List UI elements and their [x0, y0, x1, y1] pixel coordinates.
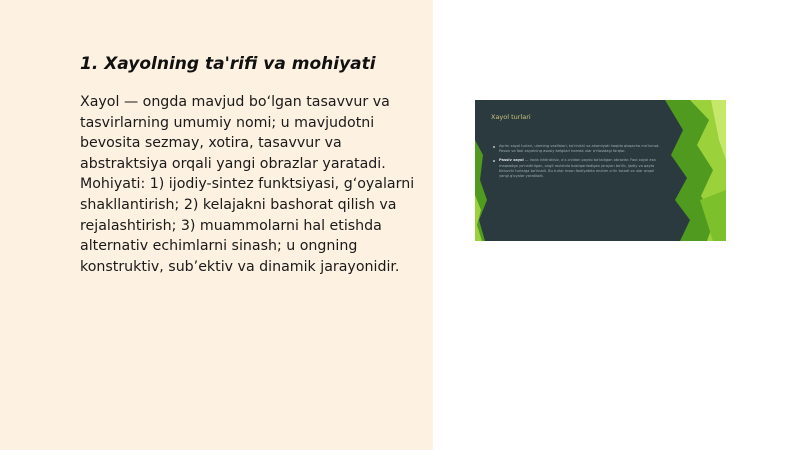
- thumbnail-title: Xayol turlari: [491, 113, 531, 121]
- thumbnail-bullet-text: — iroda ishtirokisiz, o'z-o'zidan paydo bo'ladigan obrazlar. Faol xayol esa maqsadga yo'naltirilgan, ongli ravishda boshqariladigan jarayon bo'lib, ijodiy va qayta tiklovchi turlarga bo'linadi. Bu turlar inson faoliyatida muhim o'rin tutadi va ular orqali yangi g'oyalar yaratiladi.: [499, 158, 656, 179]
- thumbnail-bullet: [493, 158, 663, 179]
- thumbnail-bullet-list: [493, 144, 663, 183]
- thumbnail-bullet-bold: Passiv xayol: [499, 158, 524, 163]
- slide-thumbnail-image: [475, 100, 726, 241]
- thumbnail-bullet-text: Ayrim xayol turlari, ularning vazifalari, ko'rinishi va ahamiyati haqida qisqacha ma'lumot. Passiv va faol xayolning asosiy belgilari hamda ular o'rtasidagi farqlar.: [499, 144, 660, 154]
- thumbnail-bullet: [493, 144, 663, 154]
- slide-body-text: Xayol — ongda mavjud bo‘lgan tasavvur va tasvirlarning umumiy nomi; u mavjudotni bevosita sezmay, xotira, tasavvur va abstraktsiya orqali yangi obrazlar yaratadi. Mohiyati: 1) ijodiy-sintez funktsiyasi, g‘oyalarni shakllantirish; 2) kelajakni bashorat qilish va rejalashtirish; 3) muammolarni hal etishda alternativ echimlarni sinash; u ongning konstruktiv, sub’ektiv va dinamik jarayonidir.: [80, 94, 415, 275]
- slide-heading: 1. Xayolning ta'rifi va mohiyati: [80, 54, 376, 74]
